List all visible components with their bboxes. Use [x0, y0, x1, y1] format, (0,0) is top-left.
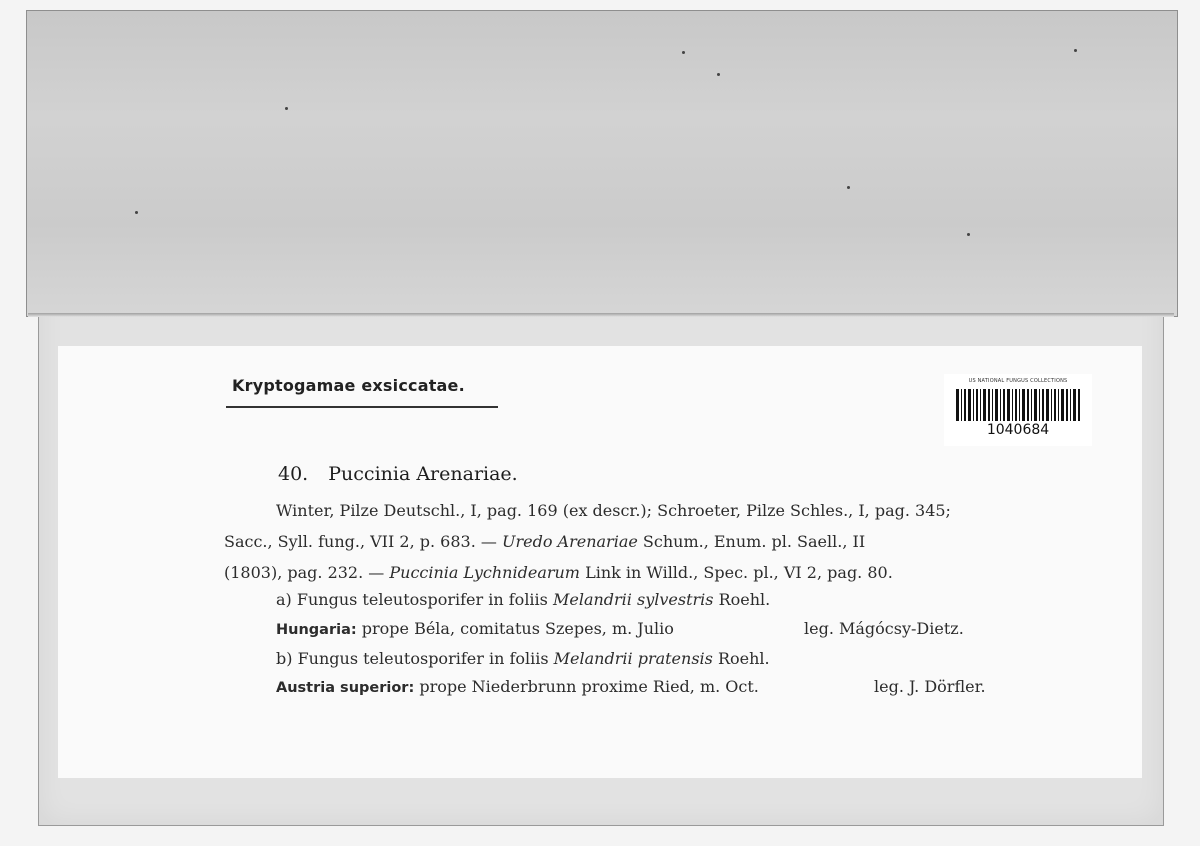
collection-text: Roehl.: [712, 649, 770, 668]
specimen-title: [278, 463, 518, 485]
barcode-icon: [956, 389, 1080, 421]
packet-flap: [26, 10, 1178, 317]
synonym-name: Puccinia Lychnidearum: [389, 563, 580, 582]
reference-text: (1803), pag. 232. —: [224, 563, 390, 582]
reference-text: Link in Willd., Spec. pl., VI 2, pag. 80.: [579, 563, 893, 582]
barcode-number: 1040684: [986, 422, 1050, 438]
reference-text: Schum., Enum. pl. Saell., II: [637, 532, 866, 551]
header-underline: [226, 406, 498, 408]
reference-line: [224, 526, 1044, 557]
collection-text: Roehl.: [713, 590, 771, 609]
collection-a-description: [276, 590, 770, 609]
region-name: Hungaria:: [276, 622, 357, 638]
locality-text: prope Béla, comitatus Szepes, m. Julio: [356, 619, 674, 638]
species-name: Puccinia Arenariae.: [328, 463, 518, 485]
flap-fold: [28, 313, 1174, 317]
reference-line: Winter, Pilze Deutschl., I, pag. 169 (ex descr.); Schroeter, Pilze Schles., I, pag. 345;: [276, 501, 951, 520]
collection-b-collector: leg. J. Dörfler.: [874, 677, 986, 696]
locality-text: prope Niederbrunn proxime Ried, m. Oct.: [414, 677, 759, 696]
collection-header: Kryptogamae exsiccatae.: [232, 376, 465, 395]
collection-a-locality: [276, 619, 674, 638]
region-name: Austria superior:: [276, 680, 415, 696]
collection-text: a) Fungus teleutosporifer in foliis: [276, 590, 553, 609]
barcode-label: [944, 374, 1092, 446]
synonym-name: Uredo Arenariae: [501, 532, 638, 551]
exsiccata-number: 40.: [278, 463, 309, 485]
reference-line: [224, 557, 1044, 588]
reference-text: Sacc., Syll. fung., VII 2, p. 683. —: [224, 532, 502, 551]
collection-b-locality: [276, 677, 759, 696]
collection-text: b) Fungus teleutosporifer in foliis: [276, 649, 554, 668]
collection-b-description: [276, 649, 770, 668]
host-name: Melandrii sylvestris: [552, 590, 714, 609]
collection-a-collector: leg. Mágócsy-Dietz.: [804, 619, 964, 638]
host-name: Melandrii pratensis: [553, 649, 713, 668]
references-block: [224, 495, 1044, 588]
barcode-caption: US NATIONAL FUNGUS COLLECTIONS: [968, 378, 1068, 384]
